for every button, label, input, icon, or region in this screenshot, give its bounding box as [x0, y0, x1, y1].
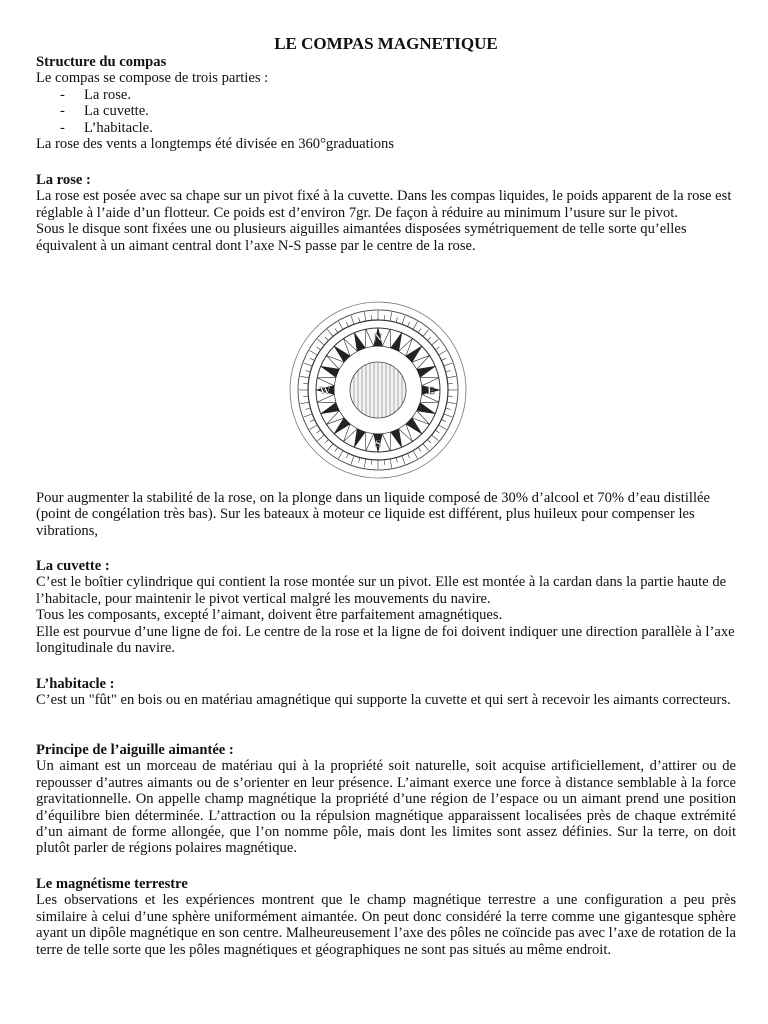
- paragraph: C’est un "fût" en bois ou en matériau amagnétique qui supporte la cuvette et qui sert à recevoir les aimants correcteurs.: [36, 692, 731, 709]
- section-heading: Structure du compas: [36, 54, 167, 70]
- parts-list: [36, 87, 736, 136]
- paragraph: La rose est posée avec sa chape sur un pivot fixé à la cuvette. Dans les compas liquides, le poids apparent de la rose est réglable à l’aide d’un flotteur. Ce poids est d’environ 7gr. De façon à réduire au minimum l’usure sur le pivot.: [36, 188, 732, 221]
- compass-rose-image: [258, 298, 498, 482]
- paragraph: Elle est pourvue d’une ligne de foi. Le centre de la rose et la ligne de foi doivent indiquer une direction parallèle à l’axe longitudinale du navire.: [36, 623, 735, 657]
- cardinal-label: E: [427, 385, 435, 397]
- list-item: - La rose.: [36, 87, 736, 103]
- paragraph: Les observations et les expériences montrent que le champ magnétique terrestre a une configuration a peu près similaire à celui d’une sphère uniformément aimantée. On peut donc considéré la terre comme une gigantesque sphère ayant un dipôle magnétique en son centre. Malheureusement l’axe des pôles ne coïncide pas avec l’axe de rotation de la terre de telle sorte que les pôles magnétiques et géographiques ne sont pas situés au même endroit.: [36, 892, 736, 958]
- list-item: - La cuvette.: [36, 103, 736, 119]
- cardinal-label: S: [374, 438, 382, 450]
- section-magnetisme: [36, 876, 736, 958]
- paragraph: La rose des vents a longtemps été divisée en 360°graduations: [36, 136, 395, 153]
- page-title: LE COMPAS MAGNETIQUE: [274, 34, 498, 53]
- paragraph: C’est le boîtier cylindrique qui contient la rose montée sur un pivot. Elle est montée à la cardan dans la partie haute de l’habitacle, pour maintenir le pivot vertical malgré les mouvements du navire.: [36, 574, 727, 607]
- section-rose: [36, 172, 736, 254]
- section-heading: La cuvette :: [36, 558, 110, 574]
- cardinal-label: N: [374, 332, 382, 344]
- compass-rose-figure: [258, 298, 498, 482]
- section-heading: La rose :: [36, 172, 91, 188]
- paragraph: Sous le disque sont fixées une ou plusieurs aiguilles aimantées disposées symétriquement de telle sorte qu’elles équivalent à un aimant central dont l’axe N-S passe par le centre de la rose.: [36, 221, 687, 254]
- paragraph: Tous les composants, excepté l’aimant, doivent être parfaitement amagnétiques.: [36, 607, 503, 624]
- section-habitacle: [36, 676, 736, 709]
- section-cuvette: [36, 558, 736, 656]
- cardinal-label: W: [319, 385, 331, 397]
- paragraph: Pour augmenter la stabilité de la rose, on la plonge dans un liquide composé de 30% d’alcool et 70% d’eau distillée (point de congélation très bas). Sur les bateaux à moteur ce liquide est différent, plus huileux pour compenser les vibrations,: [36, 490, 710, 539]
- section-heading: Le magnétisme terrestre: [36, 876, 188, 892]
- paragraph: Le compas se compose de trois parties :: [36, 70, 269, 87]
- section-heading: L’habitacle :: [36, 676, 115, 692]
- section-principe: [36, 742, 736, 857]
- section-stability: [36, 490, 736, 539]
- section-structure: [36, 54, 736, 152]
- section-heading: Principe de l’aiguille aimantée :: [36, 742, 234, 758]
- paragraph: Un aimant est un morceau de matériau qui à la propriété soit naturelle, soit acquise artificiellement, d’attirer ou de repousser d’autres aimants ou de s’orienter en leur présence. L’aimant exerce une force à distance semblable à la force gravitationnelle. On appelle champ magnétique la propriété d’une région de l’espace ou un aimant prend une position d’équilibre bien déterminée. L’attraction ou la répulsion magnétique apparaissent localisées près de chaque extrémité d’un aimant de forme allongée, que l’on nomme pôle, mais dont les limites sont assez définies. Sur la terre, on doit plutôt parler de régions polaires magnétique.: [36, 758, 736, 857]
- list-item: - L’habitacle.: [36, 120, 736, 136]
